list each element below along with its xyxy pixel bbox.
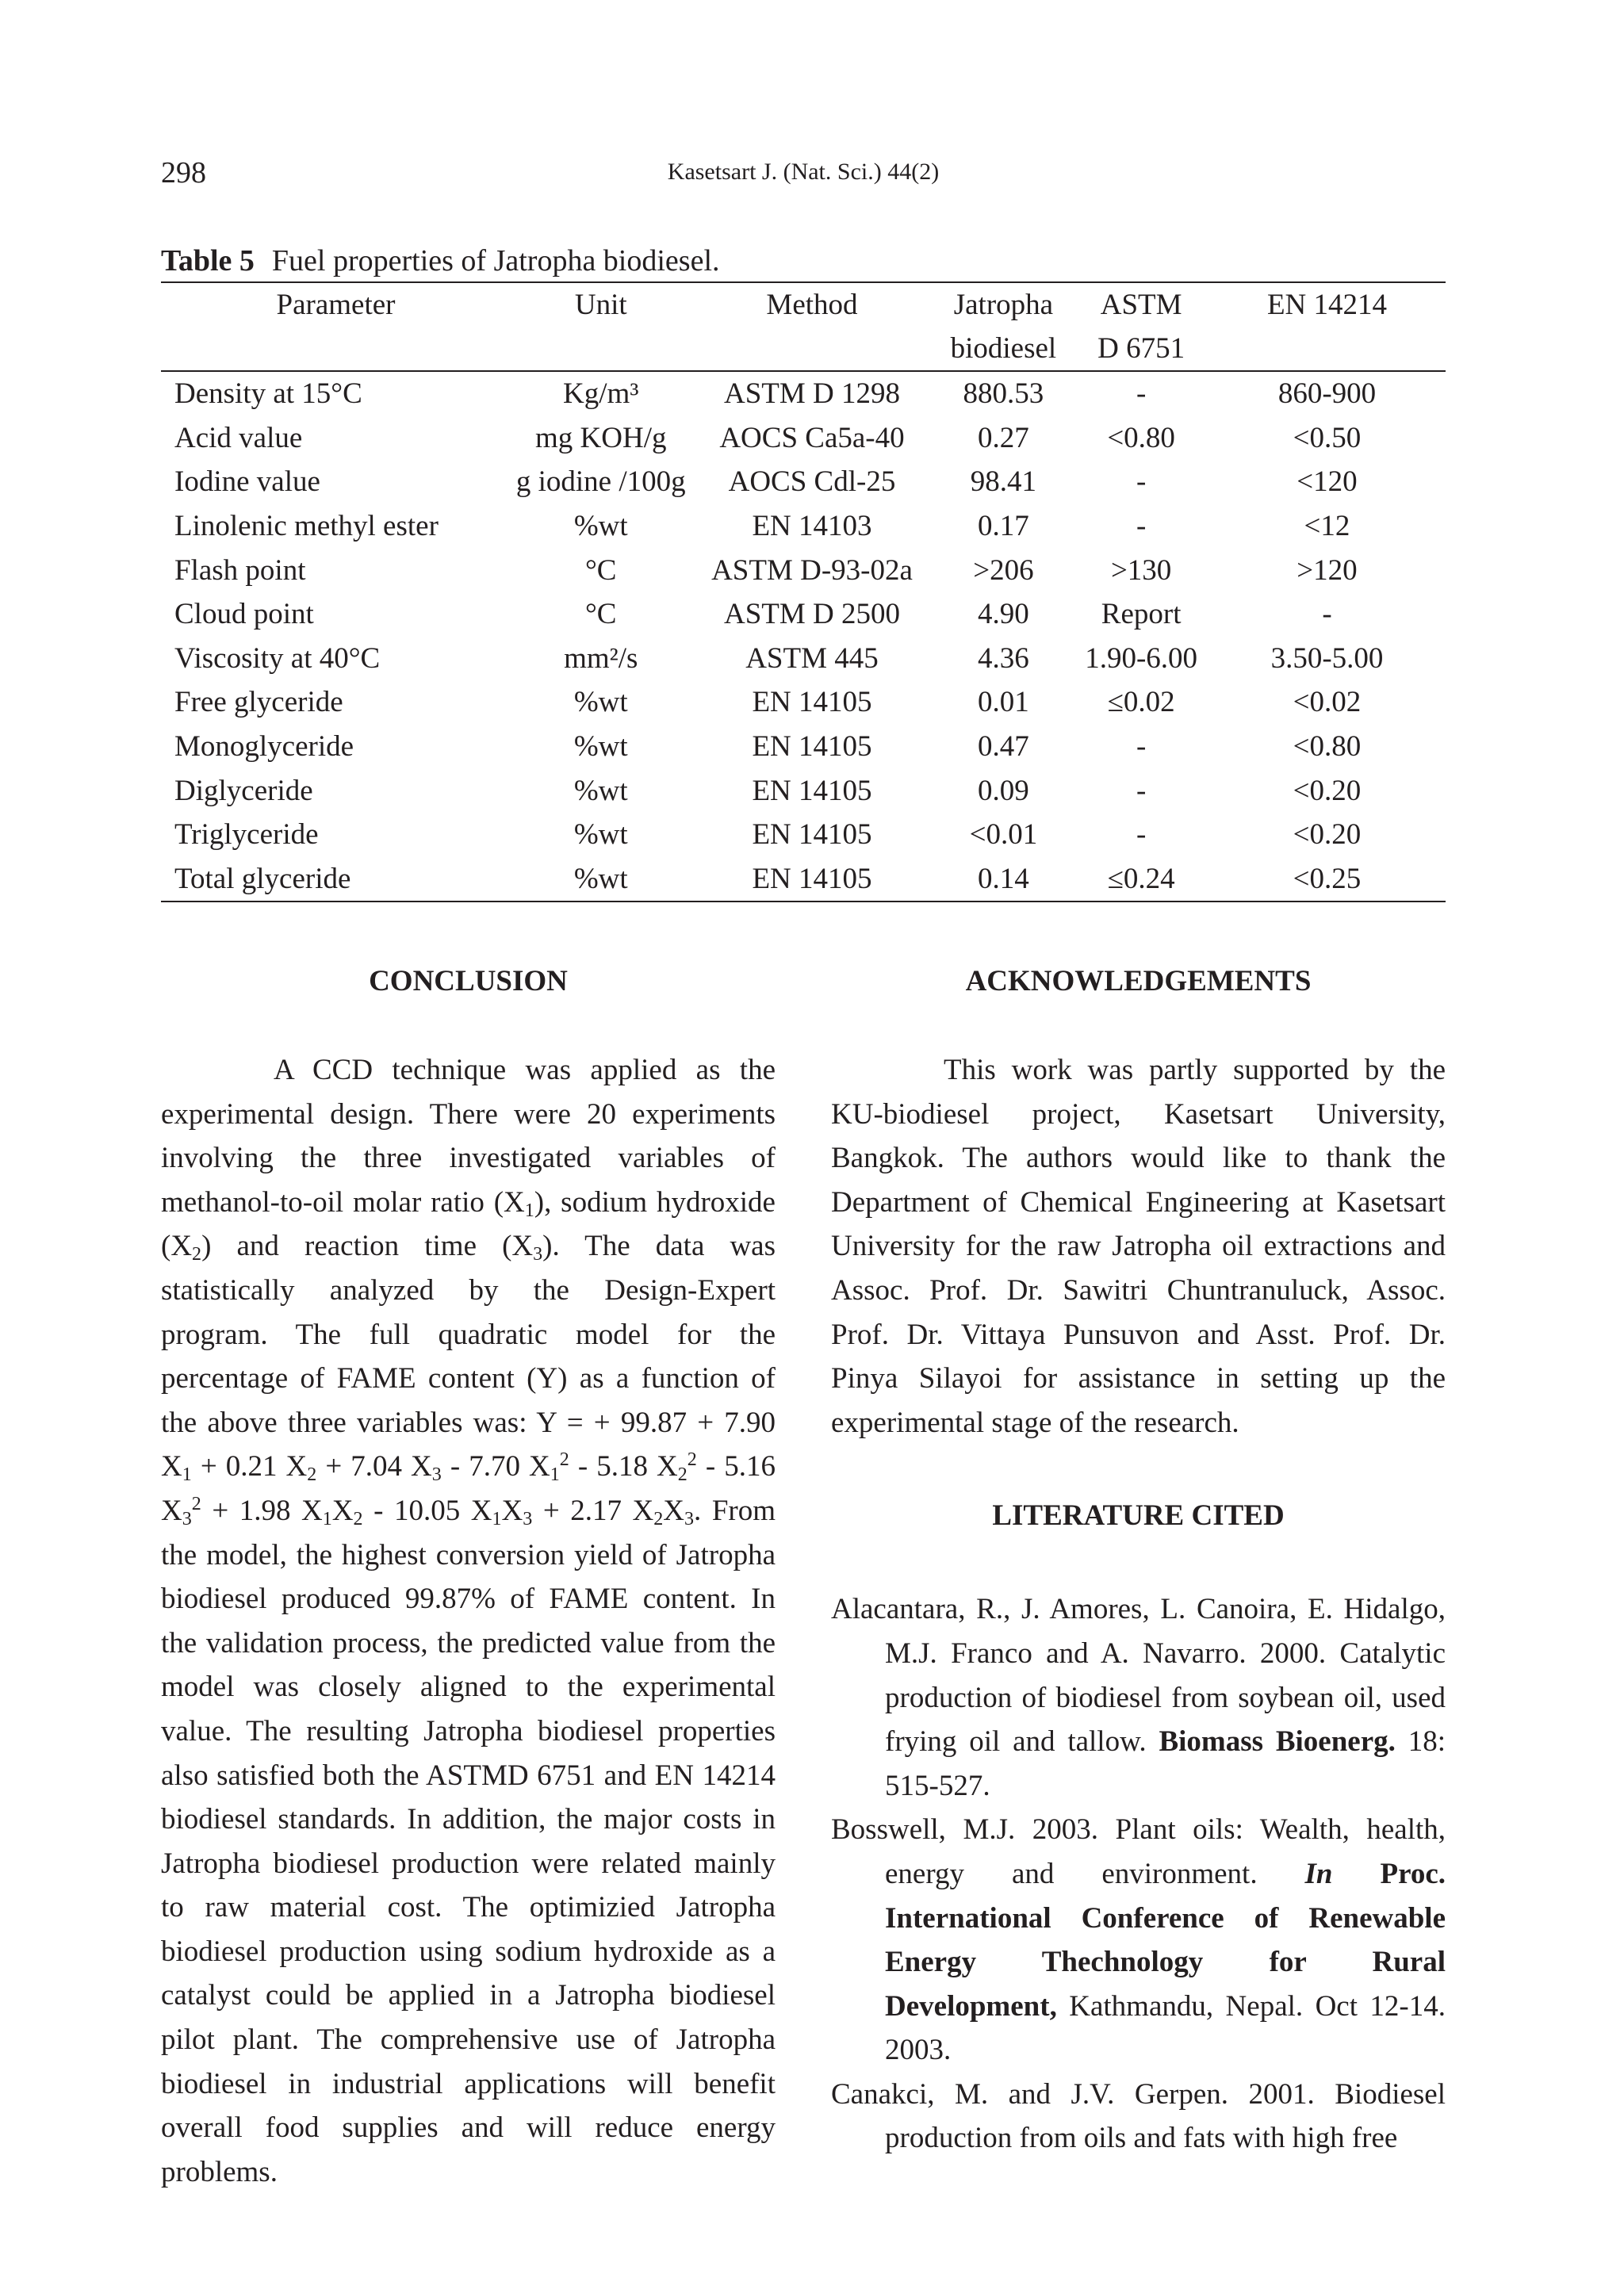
table-cell-astm: - — [1136, 774, 1147, 807]
table-cell-method: EN 14105 — [752, 818, 872, 852]
table-cell-parameter: Total glyceride — [161, 857, 511, 902]
left-column — [161, 959, 776, 2194]
table-cell-method: ASTM D-93-02a — [711, 553, 913, 587]
table-cell-astm: - — [1136, 730, 1147, 764]
table-body — [161, 371, 1446, 902]
table-cell-unit: %wt — [573, 818, 628, 852]
table-cell-method: AOCS Ca5a-40 — [719, 421, 905, 454]
table-cell-jatropha: 0.01 — [978, 686, 1029, 719]
table-cell-unit: °C — [585, 598, 617, 631]
table-row — [161, 371, 1446, 416]
reference-alacantara: Alacantara, R., J. Amores, L. Canoira, E. Hidalgo, M.J. Franco and A. Navarro. 2000. Catalytic production of biodiesel from soybean oil, used frying oil and tallow. Biomass Bioenerg. 18: 515-527. — [831, 1593, 1446, 1802]
table-cell-en: >120 — [1297, 553, 1358, 587]
table-header-row-2 — [161, 327, 1446, 371]
table-cell-parameter: Diglyceride — [174, 774, 313, 807]
table-cell-parameter: Iodine value — [174, 465, 320, 499]
table-cell-unit: mg KOH/g — [535, 421, 667, 454]
table-row — [161, 504, 1446, 549]
table-cell-parameter: Linolenic methyl ester — [174, 510, 439, 543]
table-cell-en: <12 — [1304, 510, 1350, 543]
table-cell-astm: - — [1136, 818, 1147, 852]
table-row — [161, 460, 1446, 504]
table-cell-astm: Report — [1101, 598, 1182, 631]
header-method: Method — [691, 282, 933, 327]
table-cell-en: <0.25 — [1208, 857, 1446, 902]
table-cell-jatropha: >206 — [973, 553, 1034, 587]
running-head — [161, 155, 1446, 195]
table-caption — [161, 240, 1446, 281]
table-row — [161, 857, 1446, 902]
table-cell-en: <0.80 — [1293, 730, 1362, 764]
table-cell-unit: Kg/m³ — [563, 377, 639, 411]
table-cell-astm: - — [1136, 465, 1147, 499]
table-cell-jatropha: 0.47 — [978, 730, 1029, 764]
table-row — [161, 813, 1446, 857]
conclusion-heading: CONCLUSION — [369, 965, 568, 997]
table-row — [161, 768, 1446, 813]
table-cell-method: EN 14105 — [691, 857, 933, 902]
table-cell-jatropha: 98.41 — [970, 465, 1037, 499]
table-cell-en: <0.20 — [1293, 774, 1362, 807]
reference-canakci: Canakci, M. and J.V. Gerpen. 2001. Biodiesel production from oils and fats with high free — [831, 2077, 1446, 2155]
table-row — [161, 680, 1446, 725]
table-cell-unit: %wt — [573, 774, 628, 807]
table-caption-text: Fuel properties of Jatropha biodiesel. — [271, 244, 720, 278]
table-row — [161, 637, 1446, 681]
acknowledgements-heading: ACKNOWLEDGEMENTS — [965, 965, 1312, 997]
table-cell-en: <0.02 — [1293, 686, 1362, 719]
table-cell-method: EN 14105 — [752, 730, 872, 764]
table-cell-jatropha: 0.09 — [978, 774, 1029, 807]
header-astm: ASTM — [1074, 282, 1208, 327]
table-cell-astm: - — [1136, 377, 1147, 411]
conclusion-paragraph: A CCD technique was applied as the experimental design. There were 20 experiments involving the three investigated variables of methanol-to-oil molar ratio $(X_1)$, sodium hydroxide $(X_2)$ and reaction time $(X_3)$. The data was statistically analyzed by the Design-Expert program. The full quadratic model for the percentage of FAME content (Y) as a function of the above three variables was: Y = + 99.87 + 7.90 $X_1 + 0.21$ $X_2 + 7.04$ $X_3 - 7.70$ $X_1^2 - 5.18$ $X_2^2 - 5.16$ $X_3^2 + 1.98$ $X_1X_2 - 10.05$ $X_1X_3 + 2.17$ $X_2X_3$. From the model, the highest conversion yield of Jatropha biodiesel produced 99.87% of FAME content. In the validation process, the predicted value from the model was closely aligned to the experimental value. The resulting Jatropha biodiesel properties also satisfied both the ASTMD 6751 and EN 14214 biodiesel standards. In addition, the major costs in Jatropha biodiesel production were related mainly to raw material cost. The optimizied Jatropha biodiesel production using sodium hydroxide as a catalyst could be applied in a Jatropha biodiesel pilot plant. The comprehensive use of Jatropha biodiesel in industrial applications will benefit overall food supplies and will reduce energy problems. — [161, 1054, 776, 2188]
table-cell-method: EN 14103 — [752, 510, 872, 543]
table-cell-en: 3.50-5.00 — [1270, 641, 1384, 675]
table-cell-jatropha: 0.14 — [933, 857, 1074, 902]
table-cell-jatropha: 4.90 — [978, 598, 1029, 631]
acknowledgements-paragraph: This work was partly supported by the KU-biodiesel project, Kasetsart University, Bangkok. The authors would like to thank the Department of Chemical Engineering at Kasetsart University for the raw Jatropha oil extractions and Assoc. Prof. Dr. Sawitri Chuntranuluck, Assoc. Prof. Dr. Vittaya Punsuvon and Asst. Prof. Dr. Pinya Silayoi for assistance in setting up the experimental stage of the research. — [831, 1054, 1446, 1439]
table-cell-parameter: Cloud point — [174, 598, 314, 631]
right-column — [831, 959, 1446, 2161]
table-cell-astm: <0.80 — [1107, 421, 1175, 454]
table-cell-en: <0.50 — [1293, 421, 1362, 454]
table-cell-unit: %wt — [573, 686, 628, 719]
table-header-row — [161, 282, 1446, 327]
table-cell-en: 860-900 — [1277, 377, 1377, 411]
table-cell-en: <120 — [1297, 465, 1358, 499]
fuel-properties-table — [161, 281, 1446, 902]
table-cell-unit: %wt — [573, 510, 628, 543]
table-cell-en: - — [1322, 598, 1332, 631]
table-5 — [161, 240, 1446, 902]
table-cell-parameter: Density at 15°C — [174, 377, 362, 411]
table-row — [161, 592, 1446, 637]
table-cell-astm: 1.90-6.00 — [1085, 641, 1198, 675]
table-cell-unit: °C — [585, 553, 617, 587]
header-jatropha-2: biodiesel — [933, 327, 1074, 371]
header-unit: Unit — [511, 282, 691, 327]
table-cell-unit: %wt — [573, 730, 628, 764]
table-cell-method: AOCS Cdl-25 — [728, 465, 896, 499]
table-cell-parameter: Triglyceride — [174, 818, 319, 852]
table-cell-jatropha: 4.36 — [978, 641, 1029, 675]
header-jatropha: Jatropha — [933, 282, 1074, 327]
table-row — [161, 416, 1446, 461]
table-cell-astm: >130 — [1110, 553, 1172, 587]
table-row — [161, 725, 1446, 769]
literature-cited-heading: LITERATURE CITED — [992, 1499, 1285, 1533]
header-en: EN 14214 — [1208, 282, 1446, 327]
journal-citation: Kasetsart J. (Nat. Sci.) 44(2) — [667, 159, 940, 185]
table-cell-jatropha: 880.53 — [963, 377, 1044, 411]
table-cell-en: <0.20 — [1293, 818, 1362, 852]
reference-bosswell: Bosswell, M.J. 2003. Plant oils: Wealth, health, energy and environment. In Proc. International Conference of Renewable Energy Thechnology for Rural Development, Kathmandu, Nepal. Oct 12-14. 2003. — [831, 1813, 1446, 2067]
table-cell-method: EN 14105 — [752, 774, 872, 807]
table-cell-astm: ≤0.02 — [1107, 686, 1175, 719]
table-cell-parameter: Flash point — [174, 553, 306, 587]
table-cell-method: ASTM D 1298 — [723, 377, 900, 411]
table-cell-unit: %wt — [511, 857, 691, 902]
table-caption-label: Table 5 — [161, 244, 255, 278]
table-cell-jatropha: 0.27 — [978, 421, 1029, 454]
page-number: 298 — [161, 156, 206, 189]
table-cell-parameter: Viscosity at 40°C — [174, 641, 381, 675]
table-cell-method: ASTM 445 — [745, 641, 879, 675]
header-astm-2: D 6751 — [1074, 327, 1208, 371]
table-row — [161, 548, 1446, 592]
table-cell-unit: mm²/s — [564, 641, 638, 675]
table-cell-jatropha: 0.17 — [978, 510, 1029, 543]
table-cell-astm: ≤0.24 — [1074, 857, 1208, 902]
table-cell-method: EN 14105 — [752, 686, 872, 719]
table-cell-unit: g iodine /100g — [515, 465, 686, 499]
table-cell-parameter: Free glyceride — [174, 686, 343, 719]
table-cell-method: ASTM D 2500 — [723, 598, 900, 631]
table-cell-astm: - — [1136, 510, 1147, 543]
header-parameter: Parameter — [161, 282, 511, 327]
table-cell-parameter: Acid value — [174, 421, 303, 454]
table-cell-jatropha: <0.01 — [969, 818, 1038, 852]
table-cell-parameter: Monoglyceride — [174, 730, 354, 764]
